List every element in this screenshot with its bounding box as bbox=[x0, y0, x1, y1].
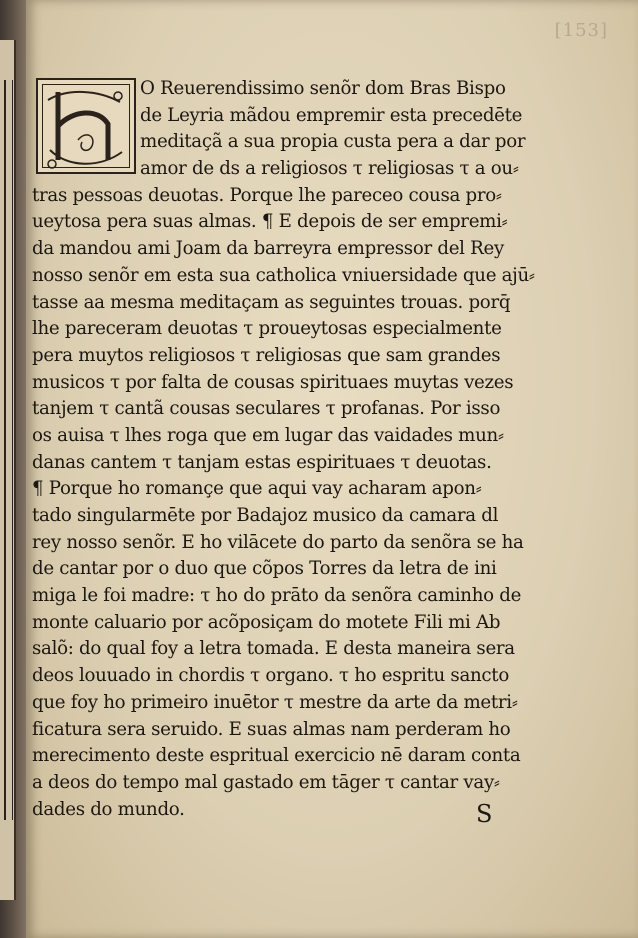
text-line: O Reuerendissimo senõr dom Bras Bispo bbox=[140, 78, 506, 99]
signature-mark: S bbox=[476, 800, 493, 828]
text-line: de cantar por o duo que cõpos Torres da letra de ini bbox=[32, 558, 497, 580]
text-line: dades do mundo. bbox=[32, 798, 185, 820]
text-line: lhe pareceram deuotas τ proueytosas especialmente bbox=[32, 318, 502, 340]
text-line: tado singularmēte por Badajoz musico da camara dl bbox=[32, 505, 499, 526]
text-line: de Leyria mãdou empremir esta precedēte bbox=[140, 104, 523, 126]
book-page bbox=[26, 0, 638, 938]
text-line: tasse aa mesma meditaçam as seguintes trouas. porq̄ bbox=[32, 291, 511, 313]
text-line: a deos do tempo mal gastado em tāger τ cantar vay⸗ bbox=[32, 771, 500, 793]
text-line: amor de ds a religiosos τ religiosas τ a ou⸗ bbox=[140, 158, 519, 180]
text-line: da mandou ami Joam da barreyra empressor del Rey bbox=[32, 238, 504, 260]
text-line: que foy ho primeiro inuētor τ mestre da arte da metri⸗ bbox=[32, 691, 518, 713]
text-line: nosso senõr em esta sua catholica vniuersidade que ajū⸗ bbox=[32, 264, 535, 286]
text-line: meditaçã a sua propia custa pera a dar por bbox=[140, 131, 526, 153]
text-line: ¶ Porque ho romançe que aqui vay acharam apon⸗ bbox=[32, 478, 482, 500]
body-text bbox=[32, 76, 572, 823]
text-line: merecimento deste espritual exercicio nē daram conta bbox=[32, 745, 521, 767]
text-line: miga le foi madre: τ ho do prāto da senõra caminho de bbox=[32, 585, 522, 607]
text-line: danas cantem τ tanjam estas espirituaes τ deuotas. bbox=[32, 451, 492, 473]
text-line: deos louuado in chordis τ organo. τ ho espritu sancto bbox=[32, 665, 509, 687]
text-line: pera muytos religiosos τ religiosas que sam grandes bbox=[32, 344, 501, 366]
text-line: ueytosa pera suas almas. ¶ E depois de ser empremi⸗ bbox=[32, 211, 508, 233]
previous-page-border-rule bbox=[4, 80, 13, 820]
text-line: os auisa τ lhes roga que em lugar das vaidades mun⸗ bbox=[32, 424, 504, 446]
text-line: monte caluario por acõposiçam do motete Fili mi Ab bbox=[32, 611, 501, 633]
text-line: rey nosso senõr. E ho vilācete do parto da senõra se ha bbox=[32, 531, 524, 553]
text-line: tras pessoas deuotas. Porque lhe pareceo cousa pro⸗ bbox=[32, 184, 502, 206]
text-line: musicos τ por falta de cousas spirituaes muytas vezes bbox=[32, 371, 514, 393]
folio-mark: [153] bbox=[554, 20, 608, 41]
previous-page-edge bbox=[0, 40, 16, 900]
text-line: salõ: do qual foy a letra tomada. E desta maneira sera bbox=[32, 638, 515, 660]
text-line: ficatura sera seruido. E suas almas nam perderam ho bbox=[32, 718, 511, 740]
text-line: tanjem τ cantã cousas seculares τ profanas. Por isso bbox=[32, 398, 501, 420]
